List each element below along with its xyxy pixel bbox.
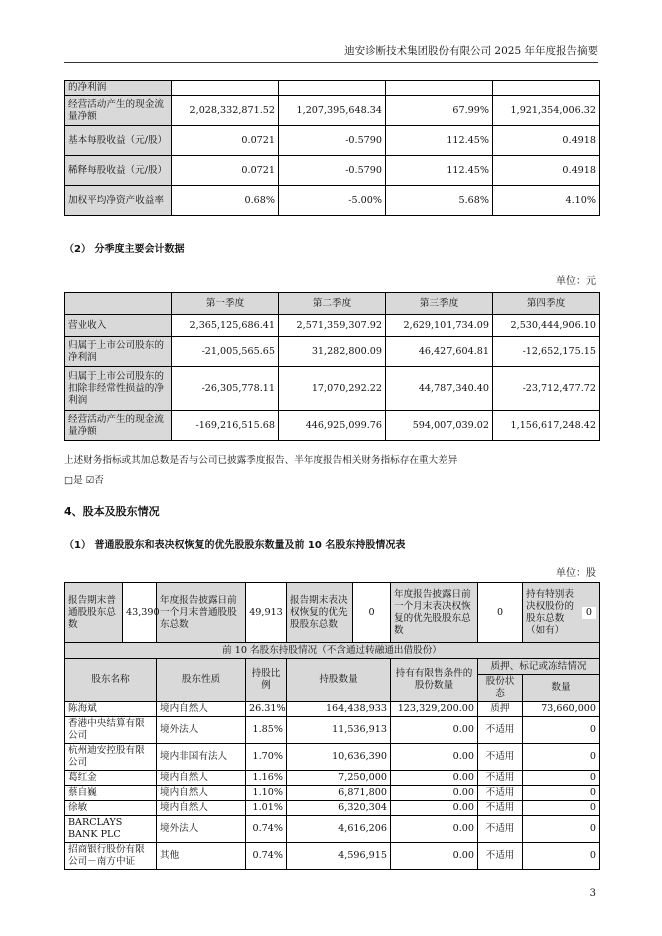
section-subtitle: （1） 普通股股东和表决权恢复的优先股股东数量及前 10 名股东持股情况表 xyxy=(64,540,406,551)
shareholder-restricted: 0.00 xyxy=(391,801,478,816)
header-cell: 第四季度 xyxy=(493,293,600,315)
summary-value: 43,390 xyxy=(123,583,157,643)
summary-label: 报告期末表决权恢复的优先股股东总数 xyxy=(287,583,353,643)
shareholder-name: 蔡自巍 xyxy=(65,786,157,801)
cell: -12,652,175.15 xyxy=(493,337,600,367)
top10-caption: 前 10 名股东持股情况（不含通过转融通出借股份） xyxy=(65,643,600,659)
cell: 0.0721 xyxy=(172,126,279,156)
cell: 112.45% xyxy=(386,156,493,186)
table-header-row xyxy=(65,293,600,315)
shareholder-name: 葛红金 xyxy=(65,771,157,786)
cell: 2,571,359,307.92 xyxy=(279,315,386,337)
cell: 67.99% xyxy=(386,96,493,126)
shareholder-qty: 6,871,800 xyxy=(287,786,391,801)
row-label: 营业收入 xyxy=(65,315,172,337)
shareholder-restricted: 0.00 xyxy=(391,771,478,786)
cell xyxy=(172,81,279,96)
cell: -169,216,515.68 xyxy=(172,411,279,441)
shareholder-restricted: 123,329,200.00 xyxy=(391,702,478,717)
shareholder-amount: 0 xyxy=(523,786,600,801)
shareholder-ratio: 1.70% xyxy=(246,744,287,771)
shareholder-ratio: 26.31% xyxy=(246,702,287,717)
summary-value: 0 xyxy=(478,583,523,643)
table-row xyxy=(65,702,600,717)
row-label: 的净利润 xyxy=(65,81,172,96)
shareholder-ratio: 1.10% xyxy=(246,786,287,801)
cell: 2,365,125,686.41 xyxy=(172,315,279,337)
shareholder-amount: 0 xyxy=(523,717,600,744)
shareholder-qty: 10,636,390 xyxy=(287,744,391,771)
shareholder-restricted: 0.00 xyxy=(391,816,478,843)
summary-label xyxy=(523,583,600,643)
cell: 446,925,099.76 xyxy=(279,411,386,441)
shareholder-amount: 0 xyxy=(523,801,600,816)
shareholder-ratio: 0.74% xyxy=(246,843,287,870)
table-row xyxy=(65,786,600,801)
shareholder-ratio: 1.16% xyxy=(246,771,287,786)
shareholder-unit: 单位：股 xyxy=(556,568,596,579)
table-row xyxy=(65,315,600,337)
shareholder-nature: 境内非国有法人 xyxy=(157,744,246,771)
summary-label: 年度报告披露日前一个月末表决权恢复的优先股股东总数 xyxy=(391,583,478,643)
cell: 0.4918 xyxy=(493,156,600,186)
shareholder-status: 不适用 xyxy=(478,744,523,771)
page-number: 3 xyxy=(589,888,596,899)
shareholder-restricted: 0.00 xyxy=(391,843,478,870)
table-row xyxy=(65,771,600,786)
table-row xyxy=(65,96,600,126)
shareholder-amount: 0 xyxy=(523,816,600,843)
table-row xyxy=(65,744,600,771)
shareholder-name: BARCLAYS BANK PLC xyxy=(65,816,157,843)
header-ratio: 持股比例 xyxy=(246,659,287,702)
shareholder-amount: 0 xyxy=(523,771,600,786)
table-row xyxy=(65,411,600,441)
table-row xyxy=(65,186,600,216)
cell: 112.45% xyxy=(386,126,493,156)
header-nature: 股东性质 xyxy=(157,659,246,702)
special-voting-label: 持有特别表决权股份的股东总数（如有） xyxy=(526,588,574,636)
cell: -5.00% xyxy=(279,186,386,216)
shareholder-name: 香港中央结算有限公司 xyxy=(65,717,157,744)
shareholder-name: 徐敏 xyxy=(65,801,157,816)
shareholder-ratio: 1.85% xyxy=(246,717,287,744)
summary-value: 49,913 xyxy=(246,583,287,643)
page-header xyxy=(64,40,598,63)
cell xyxy=(493,81,600,96)
header-cell xyxy=(65,293,172,315)
cell xyxy=(386,81,493,96)
row-label: 归属于上市公司股东的扣除非经常性损益的净利润 xyxy=(65,367,172,411)
table-row xyxy=(65,717,600,744)
shareholder-qty: 4,616,206 xyxy=(287,816,391,843)
table-row xyxy=(65,81,600,96)
row-label: 经营活动产生的现金流量净额 xyxy=(65,96,172,126)
shareholder-name: 杭州迪安控股有限公司 xyxy=(65,744,157,771)
shareholder-status: 不适用 xyxy=(478,771,523,786)
header-amount: 数量 xyxy=(523,675,600,702)
header-name: 股东名称 xyxy=(65,659,157,702)
shareholder-amount: 73,660,000 xyxy=(523,702,600,717)
cell: 0.0721 xyxy=(172,156,279,186)
header-cell: 第三季度 xyxy=(386,293,493,315)
shareholder-nature: 境内自然人 xyxy=(157,771,246,786)
shareholder-restricted: 0.00 xyxy=(391,744,478,771)
header-pledge: 质押、标记或冻结情况 xyxy=(478,659,600,675)
cell: -26,305,778.11 xyxy=(172,367,279,411)
shareholder-restricted: 0.00 xyxy=(391,786,478,801)
table-row xyxy=(65,156,600,186)
table-row xyxy=(65,801,600,816)
cell xyxy=(279,81,386,96)
quarterly-heading: （2） 分季度主要会计数据 xyxy=(64,244,185,255)
summary-label: 年度报告披露日前一个月末普通股股东总数 xyxy=(157,583,246,643)
shareholder-amount: 0 xyxy=(523,744,600,771)
cell: -23,712,477.72 xyxy=(493,367,600,411)
shareholder-nature: 境外法人 xyxy=(157,717,246,744)
cell: 0.4918 xyxy=(493,126,600,156)
cell: 0.68% xyxy=(172,186,279,216)
header-cell: 第一季度 xyxy=(172,293,279,315)
table-row xyxy=(65,816,600,843)
shareholder-restricted: 0.00 xyxy=(391,717,478,744)
shareholder-qty: 7,250,000 xyxy=(287,771,391,786)
quarterly-table xyxy=(64,292,600,441)
summary-value: 0 xyxy=(353,583,391,643)
table-row xyxy=(65,126,600,156)
shareholder-status: 不适用 xyxy=(478,843,523,870)
cell: 2,629,101,734.09 xyxy=(386,315,493,337)
shareholder-nature: 境内自然人 xyxy=(157,801,246,816)
shareholder-status: 不适用 xyxy=(478,816,523,843)
cell: 1,156,617,248.42 xyxy=(493,411,600,441)
report-title: 迪安诊断技术集团股份有限公司 2025 年年度报告摘要 xyxy=(344,45,598,57)
cell: 2,530,444,906.10 xyxy=(493,315,600,337)
discrepancy-checkbox: □是 ☑否 xyxy=(64,475,104,486)
header-qty: 持股数量 xyxy=(287,659,391,702)
shareholder-status: 不适用 xyxy=(478,801,523,816)
top10-caption-row xyxy=(65,643,600,659)
header-cell: 第二季度 xyxy=(279,293,386,315)
shareholder-nature: 境外法人 xyxy=(157,816,246,843)
cell: 4.10% xyxy=(493,186,600,216)
shareholder-ratio: 1.01% xyxy=(246,801,287,816)
cell: 1,207,395,648.34 xyxy=(279,96,386,126)
cell: -0.5790 xyxy=(279,156,386,186)
quarterly-unit: 单位：元 xyxy=(556,276,596,287)
summary-label: 报告期末普通股股东总数 xyxy=(65,583,123,643)
row-label: 稀释每股收益（元/股） xyxy=(65,156,172,186)
shareholder-ratio: 0.74% xyxy=(246,816,287,843)
cell: 17,070,292.22 xyxy=(279,367,386,411)
shareholder-nature: 其他 xyxy=(157,843,246,870)
cell: 1,921,354,006.32 xyxy=(493,96,600,126)
header-status: 股份状态 xyxy=(478,675,523,702)
shareholder-status: 不适用 xyxy=(478,786,523,801)
row-label: 归属于上市公司股东的净利润 xyxy=(65,337,172,367)
shareholder-nature: 境内自然人 xyxy=(157,702,246,717)
section-title: 4、股本及股东情况 xyxy=(64,505,160,518)
table-row xyxy=(65,367,600,411)
cell: 2,028,332,871.52 xyxy=(172,96,279,126)
shareholder-amount: 0 xyxy=(523,843,600,870)
row-label: 加权平均净资产收益率 xyxy=(65,186,172,216)
table-header-row xyxy=(65,659,600,675)
shareholder-qty: 6,320,304 xyxy=(287,801,391,816)
cell: 44,787,340.40 xyxy=(386,367,493,411)
shareholder-status: 不适用 xyxy=(478,717,523,744)
shareholder-nature: 境内自然人 xyxy=(157,786,246,801)
shareholder-qty: 164,438,933 xyxy=(287,702,391,717)
cell: 46,427,604.81 xyxy=(386,337,493,367)
shareholder-name: 陈海斌 xyxy=(65,702,157,717)
header-restricted: 持有有限售条件的股份数量 xyxy=(391,659,478,702)
shareholder-qty: 11,536,913 xyxy=(287,717,391,744)
shareholder-qty: 4,596,915 xyxy=(287,843,391,870)
row-label: 经营活动产生的现金流量净额 xyxy=(65,411,172,441)
row-label: 基本每股收益（元/股） xyxy=(65,126,172,156)
table-row xyxy=(65,843,600,870)
summary-value: 0 xyxy=(582,607,596,619)
shareholder-name: 招商银行股份有限公司－南方中证 xyxy=(65,843,157,870)
quarterly-note: 上述财务指标或其加总数是否与公司已披露季度报告、半年度报告相关财务指标存在重大差异 xyxy=(64,455,458,466)
cell: -21,005,565.65 xyxy=(172,337,279,367)
shareholder-table xyxy=(64,582,600,870)
cell: -0.5790 xyxy=(279,126,386,156)
shareholder-status: 质押 xyxy=(478,702,523,717)
cell: 594,007,039.02 xyxy=(386,411,493,441)
summary-row xyxy=(65,583,600,643)
table-row xyxy=(65,337,600,367)
cell: 5.68% xyxy=(386,186,493,216)
key-financials-table xyxy=(64,80,600,216)
cell: 31,282,800.09 xyxy=(279,337,386,367)
